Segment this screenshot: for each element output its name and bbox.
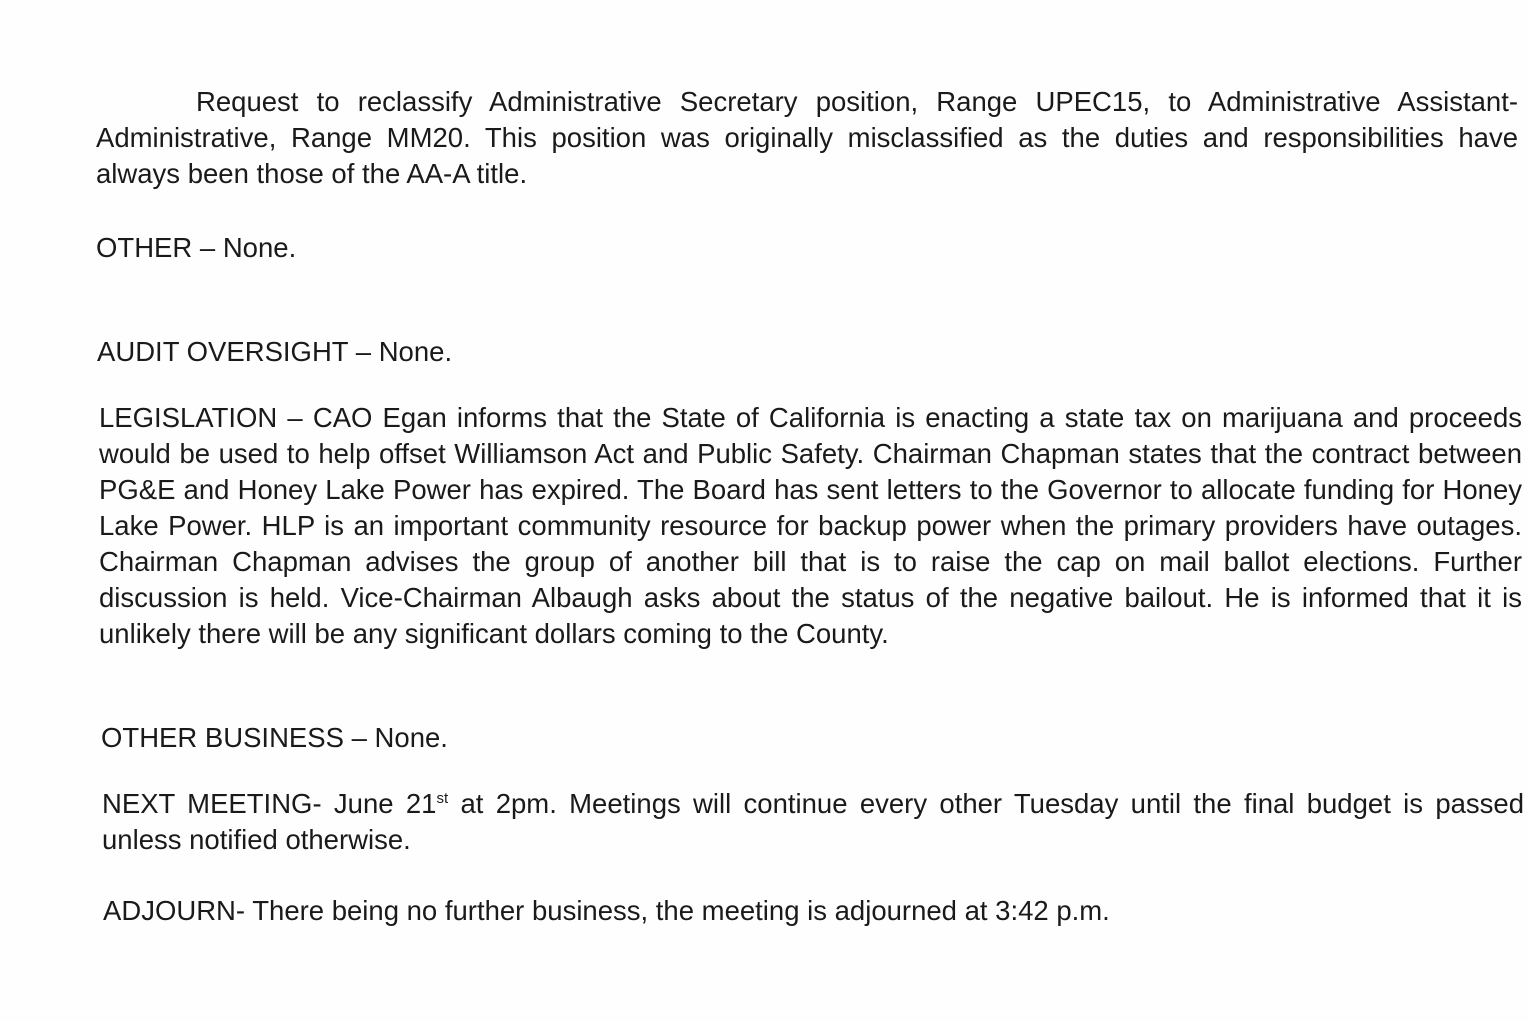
audit-oversight-text: – None. bbox=[348, 336, 453, 367]
next-meeting-paragraph bbox=[102, 786, 1524, 858]
legislation-paragraph bbox=[99, 400, 1522, 652]
audit-oversight-heading: AUDIT OVERSIGHT bbox=[97, 336, 349, 367]
next-meeting-date: - June 21 bbox=[312, 788, 437, 819]
other-business-paragraph bbox=[101, 720, 1401, 756]
other-text: – None. bbox=[192, 232, 297, 263]
audit-oversight-paragraph bbox=[97, 334, 1397, 370]
legislation-text: – CAO Egan informs that the State of California is enacting a state tax on marijuana and proceeds would be used to help offset Williamson Act and Public Safety. Chairman Chapman states that the contract between PG&E and Honey Lake Power has expired. The Board has sent letters to the Governor to allocate funding for Honey Lake Power. HLP is an important community resource for backup power when the primary providers have outages. Chairman Chapman advises the group of another bill that is to raise the cap on mail ballot elections. Further discussion is held. Vice-Chairman Albaugh asks about the status of the negative bailout. He is informed that it is unlikely there will be any significant dollars coming to the County. bbox=[99, 402, 1522, 649]
adjourn-paragraph bbox=[103, 893, 1403, 929]
next-meeting-text: at 2pm. Meetings will continue every other Tuesday until the final budget is passed unless notified otherwise. bbox=[102, 788, 1524, 855]
other-business-heading: OTHER BUSINESS bbox=[101, 722, 344, 753]
reclassification-paragraph bbox=[96, 84, 1518, 192]
other-heading: OTHER bbox=[96, 232, 193, 263]
other-paragraph bbox=[96, 230, 1396, 266]
other-business-text: – None. bbox=[343, 722, 448, 753]
next-meeting-heading: NEXT MEETING bbox=[102, 788, 313, 819]
adjourn-heading: ADJOURN bbox=[103, 895, 236, 926]
next-meeting-date-suffix: st bbox=[436, 789, 449, 807]
reclassification-text: Request to reclassify Administrative Secretary position, Range UPEC15, to Administrative Assistant-Administrative, Range MM20. This position was originally misclassified as the duties and responsibilities have always been those of the AA-A title. bbox=[96, 86, 1518, 189]
adjourn-text: - There being no further business, the meeting is adjourned at 3:42 p.m. bbox=[235, 895, 1110, 926]
legislation-heading: LEGISLATION bbox=[99, 402, 278, 433]
